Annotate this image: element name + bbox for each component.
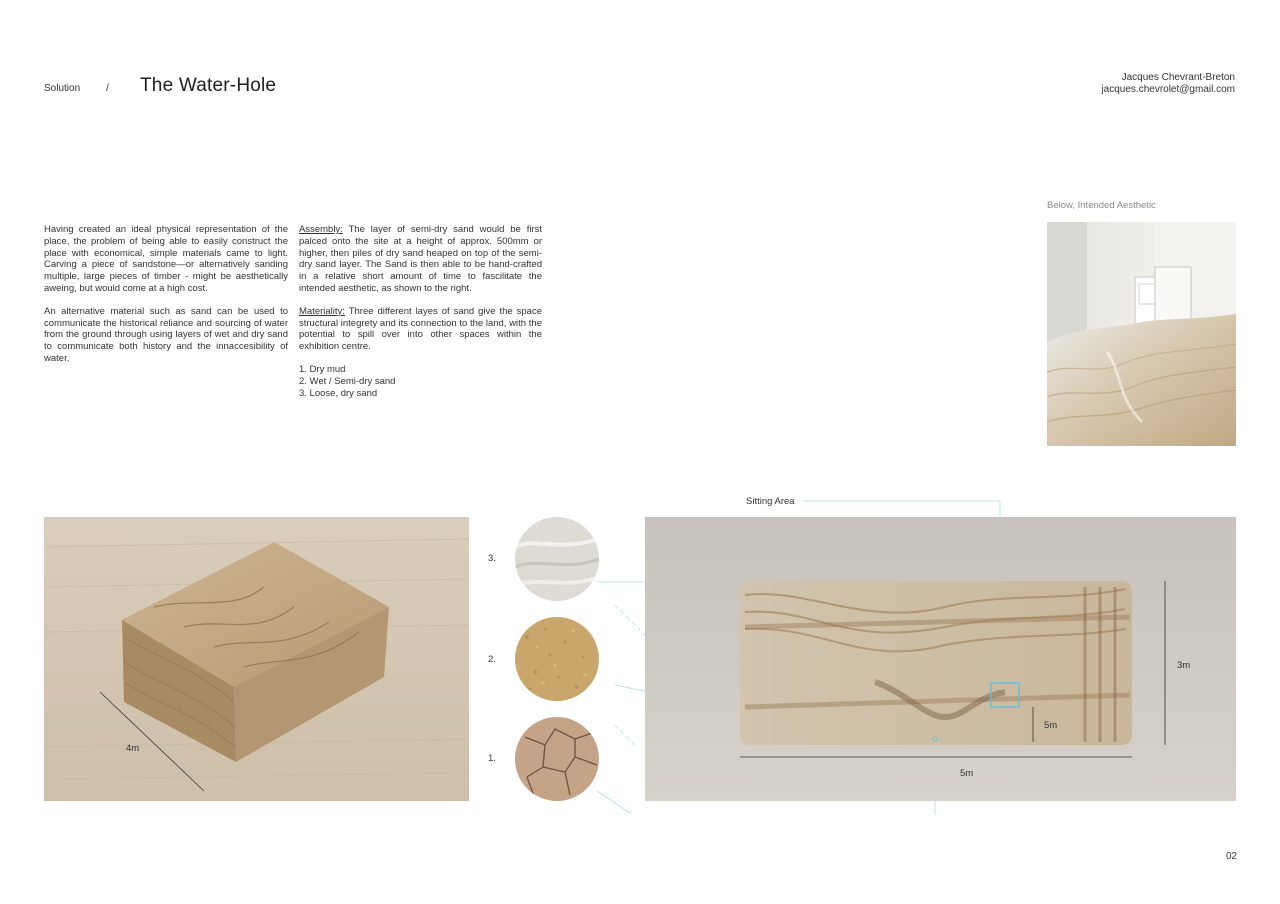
page-title: The Water-Hole <box>140 75 277 96</box>
model-photo <box>645 517 1236 801</box>
list-item: 2. Wet / Semi-dry sand <box>299 375 396 387</box>
author-email[interactable]: jacques.chevrolet@gmail.com <box>1101 84 1235 95</box>
depth-dimension-label: 5m <box>1044 720 1058 731</box>
assembly-label: Assembly: <box>299 224 343 235</box>
layer-list <box>299 364 542 399</box>
page-number: 02 <box>1226 851 1238 862</box>
aesthetic-caption: Below, Intended Aesthetic <box>1047 200 1156 211</box>
alternative-paragraph: An alternative material such as sand can be used to communicate the historical reliance and sourcing of water from the ground through using layers of wet and dry sand to communicate both history and the innaccesibility of water. <box>44 305 288 364</box>
list-item: 1. Dry mud <box>299 363 346 375</box>
materiality-label: Materiality: <box>299 305 345 317</box>
sand-room-photo <box>1047 222 1236 446</box>
author-name: Jacques Chevrant-Breton <box>1121 72 1235 83</box>
loose-dry-sand-swatch <box>515 517 599 601</box>
semi-dry-sand-swatch <box>515 617 599 701</box>
assembly-text: The layer of semi-dry sand would be first palced onto the site at a height of approx. 500mm or higher, then piles of dry sand heaped on top of the semi-dry sand layer. The Sand is then able to be hand-crafted in a relative short amount of time to fascilitate the intended aesthetic, as shown to the right. <box>299 224 542 294</box>
layer-label-1: 1. <box>488 753 496 764</box>
materiality-text: Three different layes of sand give the space structural integrety and its connection to the land, with the potential to spill over into other spaces within the exhibition centre. <box>299 305 542 353</box>
wood-block-photo <box>44 517 469 801</box>
layer-label-2: 2. <box>488 654 496 665</box>
height-dimension-label: 3m <box>1177 660 1191 671</box>
list-item: 3. Loose, dry sand <box>299 387 378 399</box>
assembly-paragraph <box>299 224 542 295</box>
text-column-1 <box>44 224 288 376</box>
breadcrumb-separator: / <box>106 83 109 94</box>
author-block <box>935 72 1235 96</box>
intro-paragraph: Having created an ideal physical representation of the place, the problem of being able to easily construct the place with economical, simple materials came to light. Carving a piece of sandstone—or alternatively sanding multiple, large pieces of timber - might be aesthetically aweing, but would come at a high cost. <box>44 224 288 294</box>
sitting-area-label: Sitting Area <box>746 496 795 507</box>
materiality-paragraph <box>299 306 542 353</box>
width-dimension-label: 5m <box>960 768 974 779</box>
block-dimension-label: 4m <box>126 743 140 754</box>
text-column-2 <box>299 224 542 399</box>
section-label: Solution <box>44 83 81 94</box>
layer-label-3: 3. <box>488 553 496 564</box>
dry-mud-swatch <box>515 717 599 801</box>
